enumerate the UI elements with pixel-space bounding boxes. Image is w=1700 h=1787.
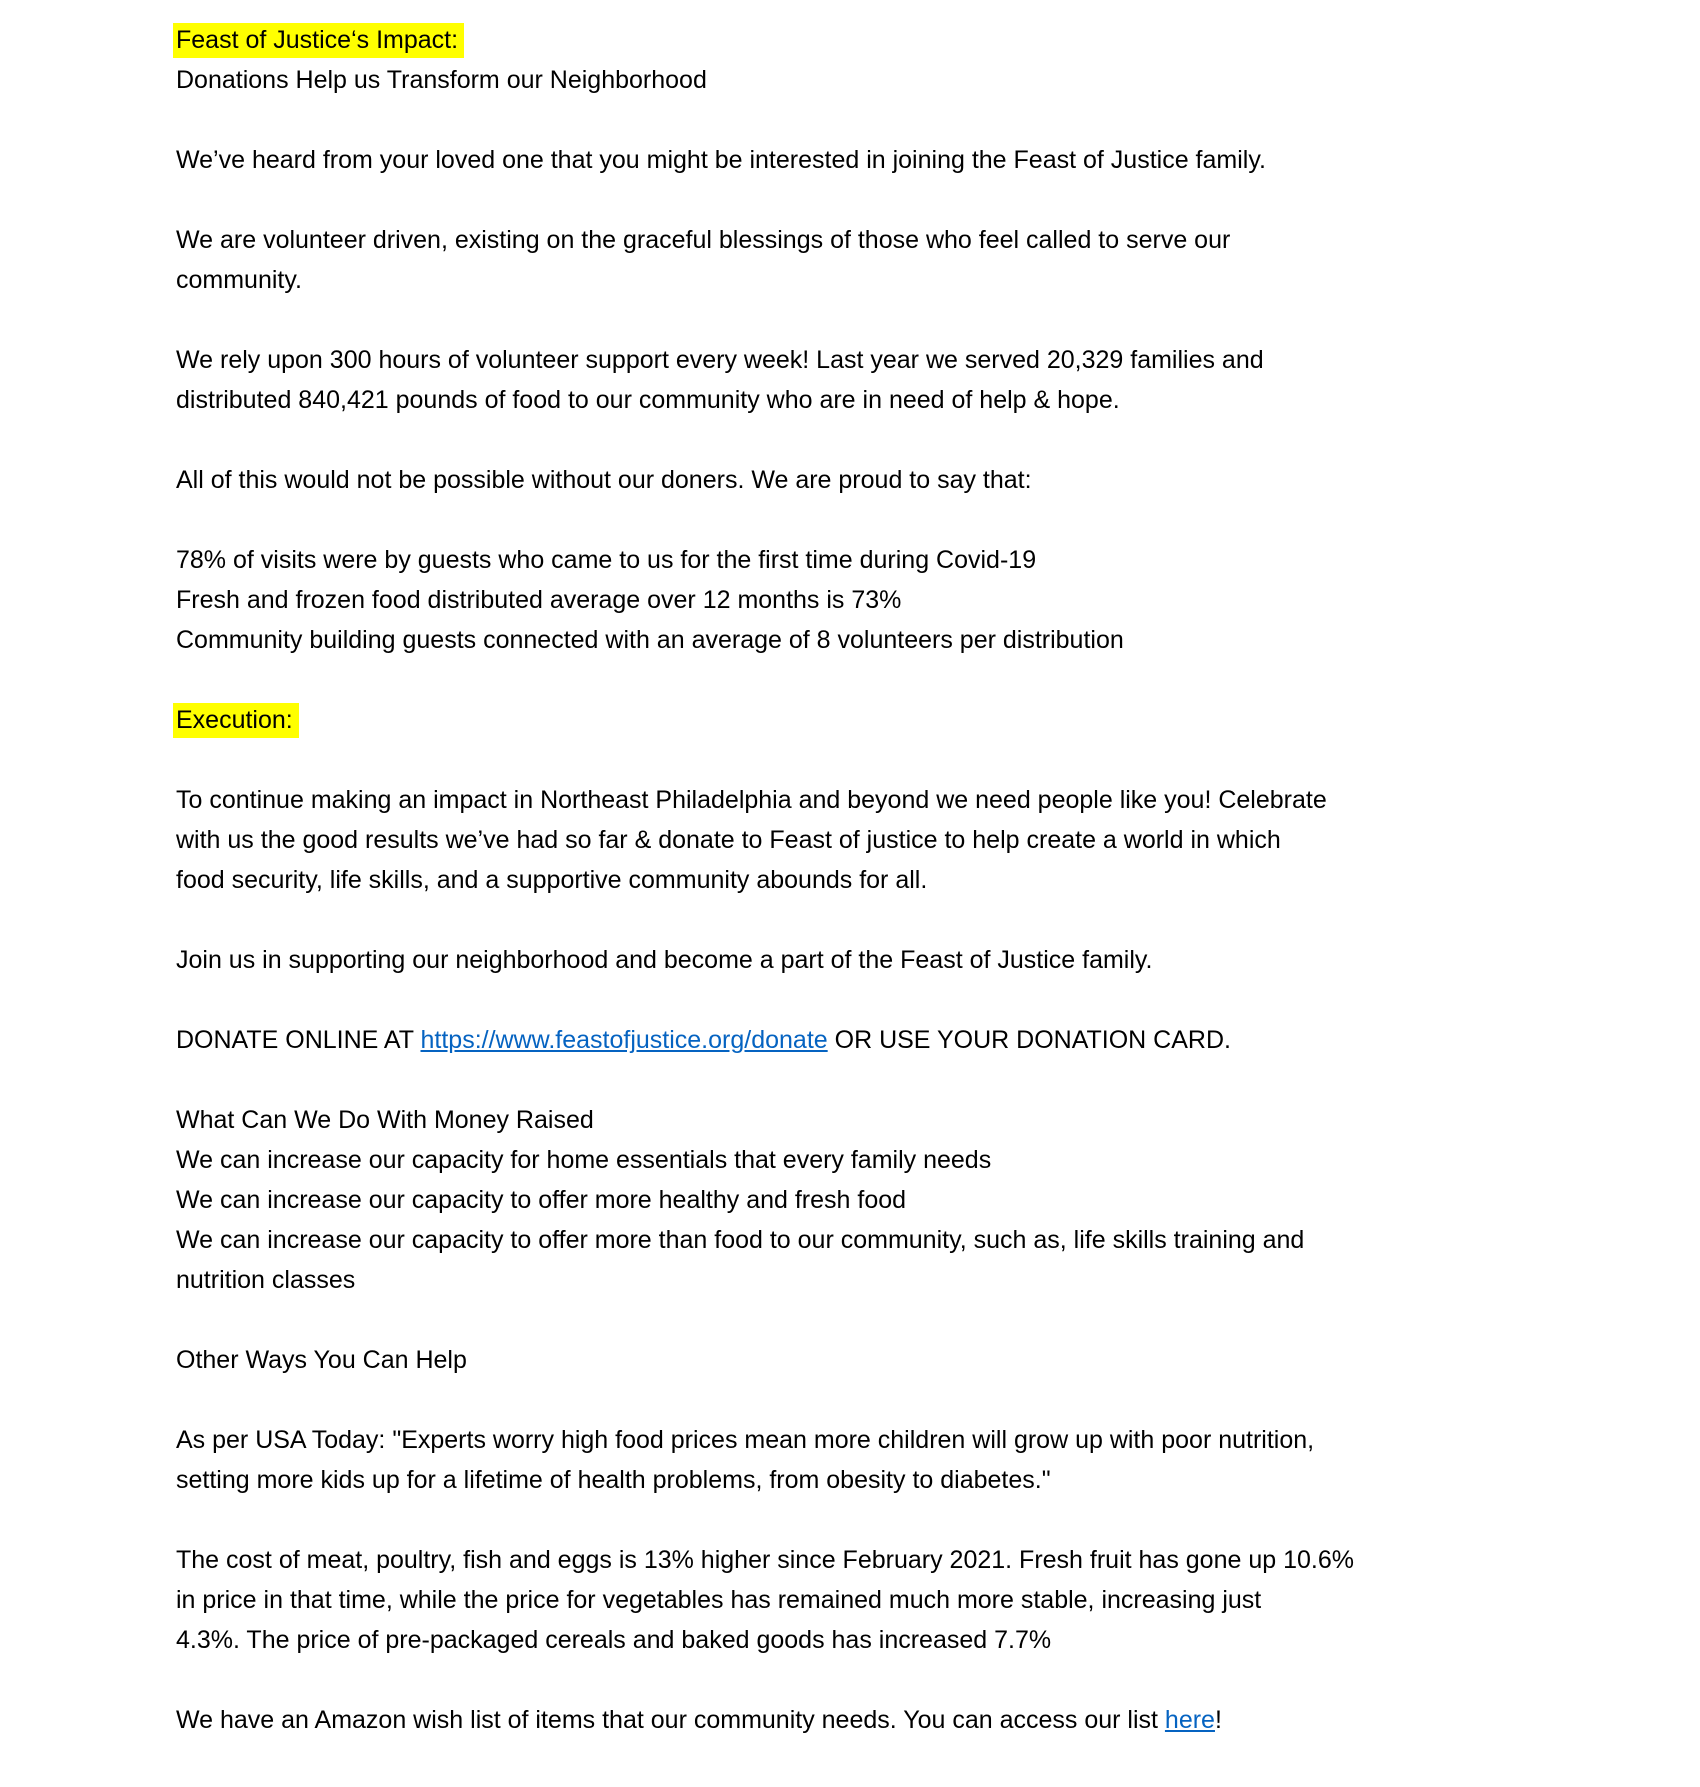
text-line: As per USA Today: "Experts worry high food prices mean more children will grow up with poor nutrition,: [176, 1426, 1315, 1454]
highlighted-heading-impact: Feast of Justice‘s Impact:: [173, 23, 464, 58]
text-line: with us the good results we’ve had so far & donate to Feast of justice to help create a world in which: [176, 826, 1281, 854]
money-raised-item-2: [176, 1180, 1680, 1220]
text-line: distributed 840,421 pounds of food to our community who are in need of help & hope.: [176, 386, 1120, 414]
stat-text: 78% of visits were by guests who came to us for the first time during Covid-19: [176, 546, 1037, 574]
paragraph-text: We’ve heard from your loved one that you might be interested in joining the Feast of Justice family.: [176, 146, 1266, 174]
paragraph-usatoday: [176, 1420, 1680, 1500]
money-raised-item-3: [176, 1220, 1680, 1300]
donate-line: [176, 1020, 1680, 1060]
text-line: To continue making an impact in Northeast Philadelphia and beyond we need people like you! Celebrate: [176, 786, 1327, 814]
wishlist-line-suffix: !: [1214, 1706, 1222, 1734]
wishlist-line-prefix: We have an Amazon wish list of items that our community needs. You can access our list: [176, 1706, 1165, 1734]
other-ways-heading: [176, 1340, 1680, 1380]
subtitle: [176, 60, 1680, 100]
stat-text: Community building guests connected with an average of 8 volunteers per distribution: [176, 626, 1124, 654]
paragraph-continue: [176, 780, 1680, 900]
paragraph-cost: [176, 1540, 1680, 1660]
wishlist-line: [176, 1700, 1680, 1740]
text-line: in price in that time, while the price for vegetables has remained much more stable, increasing just: [176, 1586, 1262, 1614]
donate-url-link[interactable]: https://www.feastofjustice.org/donate: [420, 1026, 828, 1054]
money-raised-item-1: [176, 1140, 1680, 1180]
heading-text: What Can We Do With Money Raised: [176, 1106, 594, 1134]
heading-impact: [176, 20, 1680, 60]
paragraph-volunteer-driven: [176, 220, 1680, 300]
stat-line-community: [176, 620, 1680, 660]
paragraph-text: Join us in supporting our neighborhood and become a part of the Feast of Justice family.: [176, 946, 1153, 974]
text-line: We rely upon 300 hours of volunteer support every week! Last year we served 20,329 families and: [176, 346, 1264, 374]
text-line: community.: [176, 266, 302, 294]
subtitle-text: Donations Help us Transform our Neighborhood: [176, 66, 707, 94]
paragraph-doners: [176, 460, 1680, 500]
heading-text: Other Ways You Can Help: [176, 1346, 467, 1374]
highlighted-heading-execution: Execution:: [173, 703, 299, 738]
heading-execution: [176, 700, 1680, 740]
stat-line-visits: [176, 540, 1680, 580]
donate-line-prefix: DONATE ONLINE AT: [176, 1026, 421, 1054]
text-line: nutrition classes: [176, 1266, 356, 1294]
paragraph-rely: [176, 340, 1680, 420]
paragraph-heard: [176, 140, 1680, 180]
stat-line-fresh: [176, 580, 1680, 620]
text-line: We are volunteer driven, existing on the graceful blessings of those who feel called to serve our: [176, 226, 1231, 254]
text-line: setting more kids up for a lifetime of health problems, from obesity to diabetes.": [176, 1466, 1051, 1494]
donate-line-suffix: OR USE YOUR DONATION CARD.: [827, 1026, 1231, 1054]
stat-text: Fresh and frozen food distributed average over 12 months is 73%: [176, 586, 902, 614]
paragraph-join: [176, 940, 1680, 980]
money-raised-heading: [176, 1100, 1680, 1140]
text-line: food security, life skills, and a supportive community abounds for all.: [176, 866, 928, 894]
paragraph-text: All of this would not be possible without our doners. We are proud to say that:: [176, 466, 1032, 494]
text-line: We can increase our capacity to offer more than food to our community, such as, life skills training and: [176, 1226, 1305, 1254]
text-line: 4.3%. The price of pre-packaged cereals and baked goods has increased 7.7%: [176, 1626, 1052, 1654]
wishlist-here-link[interactable]: here: [1164, 1706, 1215, 1734]
text-line: The cost of meat, poultry, fish and eggs is 13% higher since February 2021. Fresh fruit has gone up 10.6%: [176, 1546, 1354, 1574]
item-text: We can increase our capacity to offer more healthy and fresh food: [176, 1186, 907, 1214]
item-text: We can increase our capacity for home essentials that every family needs: [176, 1146, 992, 1174]
